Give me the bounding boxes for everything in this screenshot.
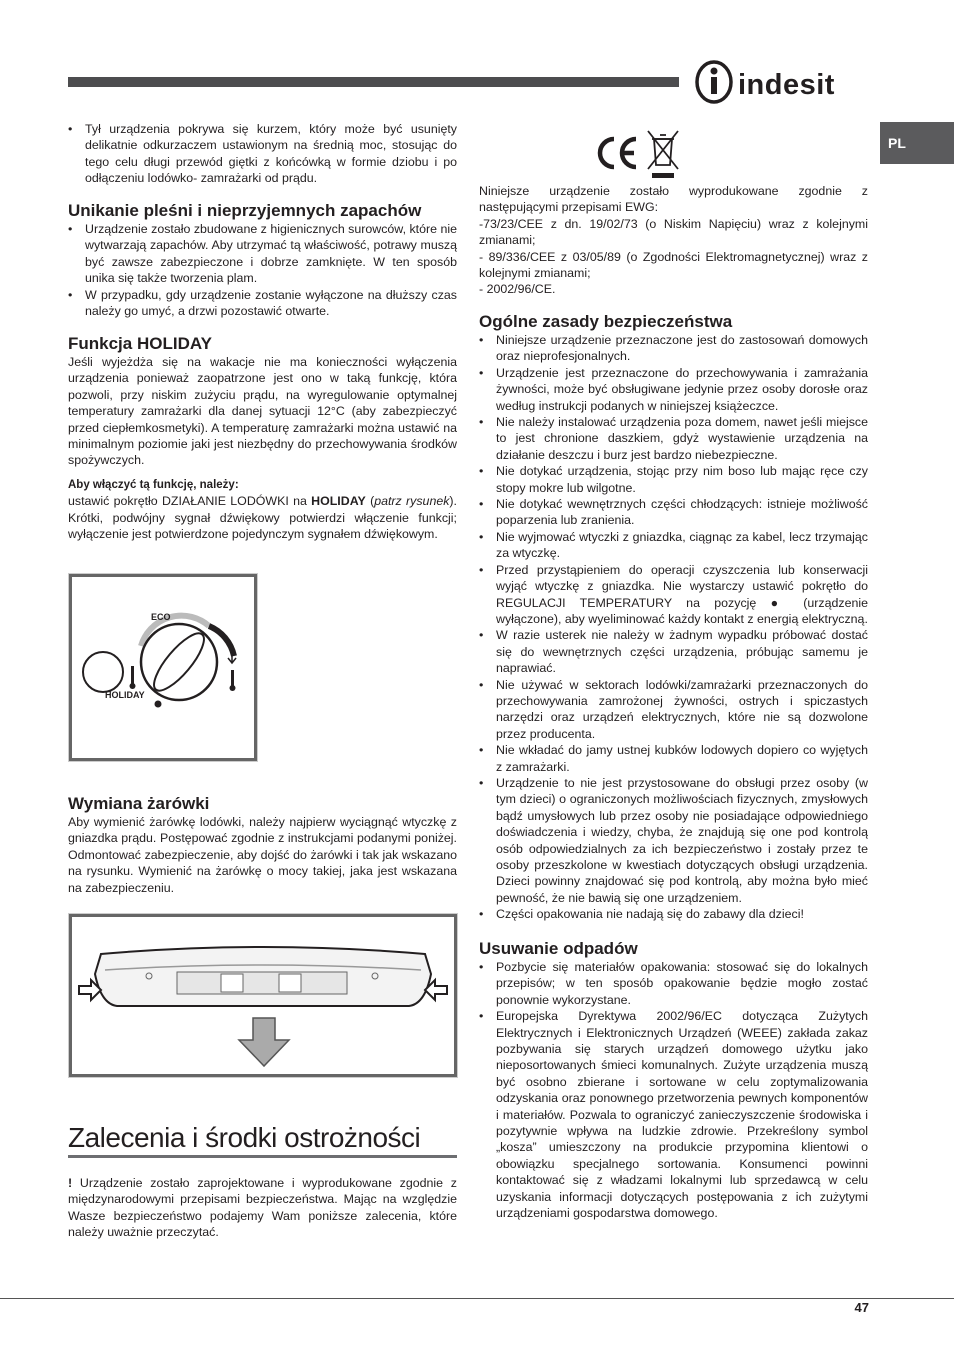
list-item: • W przypadku, gdy urządzenie zostanie wyłączone na dłuższy czas należy go umyć, a drzwi pozostawić otwarte.	[68, 287, 457, 320]
list-item: • Nie używać w sektorach lodówki/zamrażarki przeznaczonych do przechowywania zamrożonej żywności, ostrych i spiczastych narzędzi oraz urządzeń elektrycznych, które nie są dozwolone przez producenta.	[479, 677, 868, 743]
warning-mark: !	[68, 1176, 73, 1190]
holiday-label: HOLIDAY	[105, 690, 145, 700]
holiday-knob-figure	[68, 573, 258, 762]
ce-weee-marks	[590, 127, 680, 179]
section-title: Zalecenia i środki ostrożności	[68, 1122, 421, 1153]
list-item: • Pozbycie się materiałów opakowania: stosować się do lokalnych przepisów; w ten sposób opakowanie będzie mogło zostać ponownie wykorzystane.	[479, 959, 868, 1008]
how-bold: HOLIDAY	[311, 494, 366, 509]
brand-logo	[694, 60, 869, 104]
how-italic: patrz rysunek	[374, 494, 450, 509]
safety-heading: Ogólne zasady bezpieczeństwa	[479, 312, 733, 331]
brand-name: indesit	[738, 69, 835, 101]
bulb-section	[68, 793, 457, 896]
bulb-text: Aby wymienić żarówkę lodówki, należy najpierw wyciągnąć wtyczkę z gniazdka prądu. Postępować zgodnie z instrukcjami podanymi poniżej. Odmontować zabezpieczenie, aby dojść do żarówki i tak jak wskazano na rysunku. Wymienić na żarówkę o mocy takiej, jaka jest wskazana na zabezpieczeniu.	[68, 815, 457, 895]
safety-section	[479, 311, 868, 923]
crossed-bin-icon	[648, 131, 678, 178]
list-item: • Nie należy instalować urządzenia poza domem, nawet jeśli miejsce to jest chronione daszkiem, gdyż wystawienie urządzenia na działanie deszczu i burz jest bardzo niebezpieczne.	[479, 414, 868, 463]
list-item: • Urządzenie to nie jest przystosowane do obsługi przez osoby (w tym dzieci) o ograniczonych możliwościach fizycznych, zmysłowych bądź umysłowych lub przez osoby nie posiadające odpowiedniego doświadczenia i wiedzy, chyba, że znajdują się one pod kontrolą osób odpowiedzialnych za ich bezpieczeństwo i zostały przez te osoby przeszkolone w kwestiach dotyczących obsługi urządzenia. Dzieci powinny znajdować się pod kontrolą, aby można było mieć pewność, że nie bawią się one urządzeniem.	[479, 775, 868, 906]
list-item: • Urządzenie jest przeznaczone do przechowywania i zamrażania żywności, może być obsługiwane jedynie przez osoby dorosłe oraz według instrukcji podanych w niniejszej książeczce.	[479, 365, 868, 414]
holiday-how-label: Aby włączyć tą funkcję, należy:	[68, 478, 239, 491]
disposal-section	[479, 938, 868, 1222]
list-item: • Nie wkładać do jamy ustnej kubków lodowych dopiero co wyjętych z zamrażarki.	[479, 742, 868, 775]
language-tab: PL	[880, 122, 954, 164]
warning-text	[68, 1175, 457, 1241]
list-item: • Nie wyjmować wtyczki z gniazdka, ciągnąc za kabel, lecz trzymając za wtyczkę.	[479, 529, 868, 562]
list-item: • Urządzenie zostało zbudowane z higienicznych surowców, które nie wytwarzają zapachów. Aby utrzymać tą właściwość, potrawy muszą być zawsze zabezpieczone i dobrze zamknięte. W ten sposób unika się także tworzenia plam.	[68, 221, 457, 287]
mould-heading: Unikanie pleśni i nieprzyjemnych zapachów	[68, 201, 422, 220]
list-item: • Przed przystąpieniem do operacji czyszczenia lub konserwacji wyjąć wtyczkę z gniazdka. Nie wystarczy ustawić pokrętło do REGULACJI TEMPERATURY na pozycję ● (urządzenie wyłączone), aby wyeliminować każdy kontakt z energią elektryczną.	[479, 562, 868, 628]
page-number: 47	[854, 1300, 869, 1315]
how-pre: ustawić pokrętło DZIAŁANIE LODÓWKI na	[68, 494, 312, 509]
list-item: • Części opakowania nie nadają się do zabawy dla dzieci!	[479, 906, 868, 922]
list-item: • Niniejsze urządzenie przeznaczone jest do zastosowań domowych oraz nieprofesjonalnych.	[479, 332, 868, 365]
header-rule	[68, 77, 679, 87]
conformity-line: -73/23/CEE z dn. 19/02/73 (o Niskim Napięciu) wraz z kolejnymi zmianami;	[479, 216, 868, 248]
footer-rule	[0, 1298, 954, 1299]
holiday-how-text	[68, 493, 457, 542]
conformity-section	[479, 183, 868, 298]
list-item: • W razie usterek nie należy w żadnym wypadku próbować dostać się do wewnętrznych części urządzenia, próbując samemu je naprawiać.	[479, 627, 868, 676]
list-item: • Tył urządzenia pokrywa się kurzem, który może być usunięty delikatnie odkurzaczem ustawionym na średnią moc, stosując do tego celu długi przewód giętki z końcówką w formie dziobu i po odłączeniu lodówko- zamrażarki od prądu.	[68, 121, 457, 187]
holiday-text: Jeśli wyjeżdża się na wakacje nie ma konieczności wyłączenia urządzenia ponieważ zaopatrzone jest ono w taką funkcję, która pozwoli, przy niskim zużyciu prądu, na wyregulowanie optymalnej temperatury zamrażarki dla danej sytuacji 12°C (aby zabezpieczyć przed ciepłemkosmetyki). A temperaturę zamrażarki można ustawić na minimalnym poziomie jaki jest niezbędny do przechowywania środków spożywczych.	[68, 355, 457, 468]
knob-illustration	[69, 574, 257, 761]
bulb-cover-illustration	[69, 914, 457, 1077]
intro-section	[68, 121, 457, 187]
warning-section	[68, 1175, 457, 1241]
conformity-line: - 2002/96/CE.	[479, 282, 556, 297]
list-item: • Nie dotykać wewnętrznych części chłodzących: istnieje możliwość poparzenia lub zranienia.	[479, 496, 868, 529]
warning-body: Urządzenie zostało zaprojektowane i wyprodukowane zgodnie z międzynarodowymi przepisami bezpieczeństwa. Mając na względzie Wasze bezpieczeństwo podajemy Wam poniższe zalecenia, które należy uważnie przeczytać.	[68, 1176, 457, 1240]
list-item: • Europejska Dyrektywa 2002/96/EC dotycząca Zużytych Elektrycznych i Elektronicznych Urządzeń (WEEE) zakłada zakaz pozbywania się starych urządzeń domowego użytku jako nieposortowanych śmieci komunalnych. Zużyte urządzenia muszą być osobno zbierane i sortowane w celu zoptymalizowania odzyskania oraz ponownego przetworzenia pewnych komponentów i materiałów. Pozwala to ograniczyć zanieczyszczenie środowiska i pozytywnie wpływa na ludzkie zdrowie. Przekreślony symbol „kosza” umieszczony na produkcie przypomina klientowi o obowiązku specjalnego sortowania. Konsumenci powinni kontaktować się z władzami lokalnymi lub sprzedawcą w celu uzyskania informacji dotyczących postępowania z ich zużytymi urządzeniami gospodarstwa domowego.	[479, 1008, 868, 1221]
conformity-line: - 89/336/CEE z 03/05/89 (o Zgodności Elektromagnetycznej) wraz z kolejnymi zmianami;	[479, 249, 868, 281]
title-rule	[68, 1155, 457, 1158]
holiday-section	[68, 333, 457, 542]
bulb-cover-figure	[68, 913, 458, 1078]
list-item: • Nie dotykać urządzenia, stojąc przy nim boso lub mając ręce czy stopy mokre lub wilgotne.	[479, 463, 868, 496]
how-post: ). Krótki, podwójny sygnał dźwiękowy potwierdzi włączenie funkcji; wyłączenie jest potwierdzone pojedynczym sygnałem dźwiękowym.	[68, 494, 457, 542]
bulb-heading: Wymiana żarówki	[68, 794, 210, 813]
how-mid: (	[365, 494, 375, 509]
eco-label: ECO	[151, 612, 171, 622]
mould-section	[68, 200, 457, 319]
disposal-heading: Usuwanie odpadów	[479, 939, 638, 958]
holiday-heading: Funkcja HOLIDAY	[68, 334, 212, 353]
conformity-line: Niniejsze urządzenie zostało wyprodukowane zgodnie z następującymi przepisami EWG:	[479, 184, 868, 215]
